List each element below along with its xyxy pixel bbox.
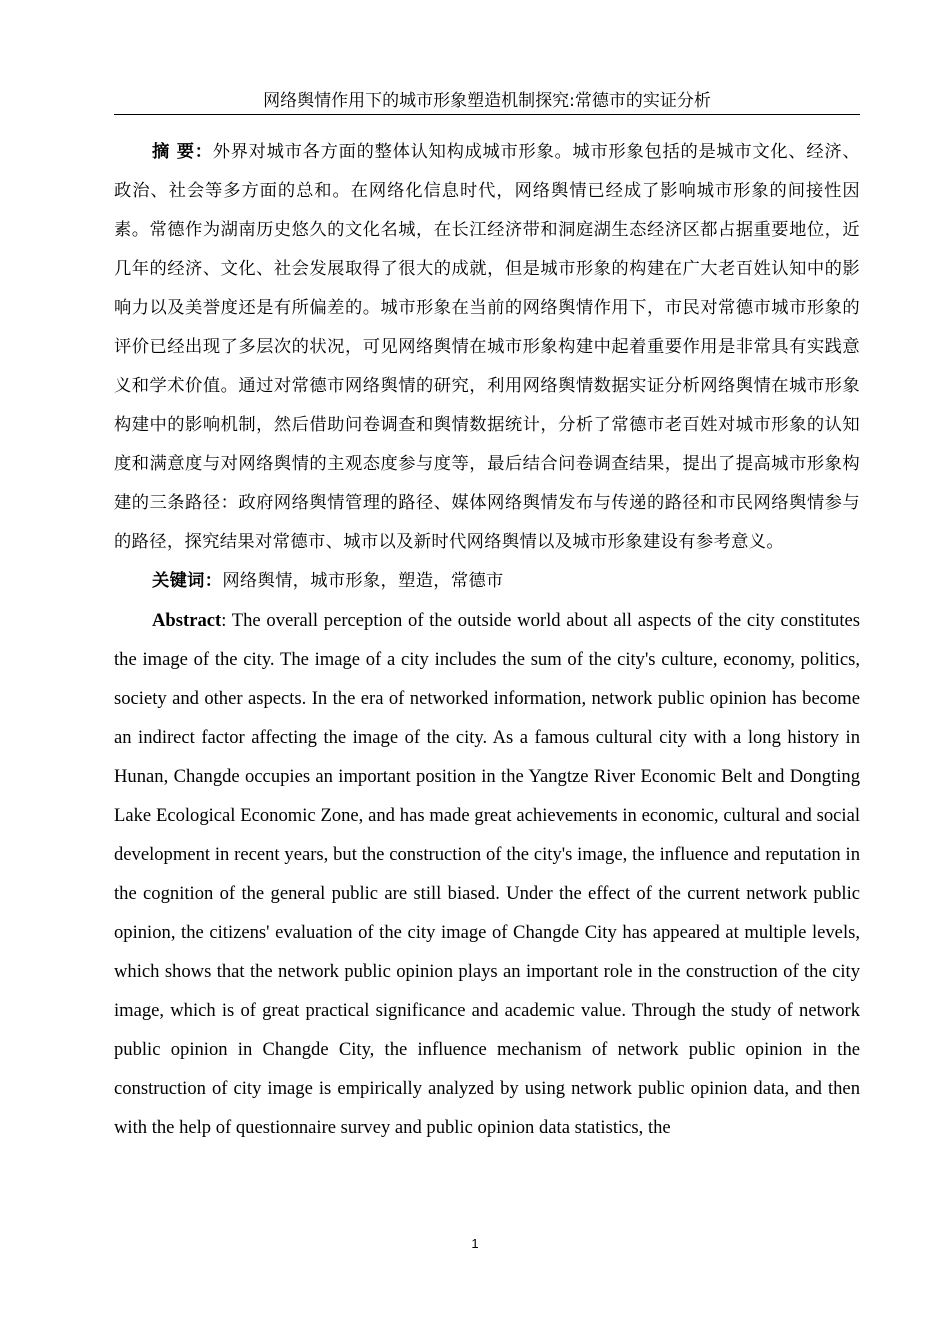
- english-abstract-label: Abstract: [152, 610, 222, 631]
- chinese-abstract-text: 外界对城市各方面的整体认知构成城市形象。城市形象包括的是城市文化、经济、政治、社会等多方面的总和。在网络化信息时代，网络舆情已经成了影响城市形象的间接性因素。常德作为湖南历史悠久的文化名城，在长江经济带和洞庭湖生态经济区都占据重要地位，近几年的经济、文化、社会发展取得了很大的成就，但是城市形象的构建在广大老百姓认知中的影响力以及美誉度还是有所偏差的。城市形象在当前的网络舆情作用下，市民对常德市城市形象的评价已经出现了多层次的状况，可见网络舆情在城市形象构建中起着重要作用是非常具有实践意义和学术价值。通过对常德市网络舆情的研究，利用网络舆情数据实证分析网络舆情在城市形象构建中的影响机制，然后借助问卷调查和舆情数据统计，分析了常德市老百姓对城市形象的认知度和满意度与对网络舆情的主观态度参与度等，最后结合问卷调查结果，提出了提高城市形象构建的三条路径：政府网络舆情管理的路径、媒体网络舆情发布与传递的路径和市民网络舆情参与的路径，探究结果对常德市、城市以及新时代网络舆情以及城市形象建设有参考意义。: [114, 142, 860, 552]
- chinese-keywords-label: 关键词：: [152, 571, 223, 591]
- page-number: 1: [471, 1236, 479, 1251]
- running-header-title: 网络舆情作用下的城市形象塑造机制探究:常德市的实证分析: [263, 91, 711, 111]
- page-content: [114, 133, 860, 1147]
- chinese-abstract: [114, 133, 860, 562]
- english-abstract-text: : The overall perception of the outside world about all aspects of the city constitutes the image of the city. The image of a city includes the sum of the city's culture, economy, politics, society and other aspects. In the era of networked information, network public opinion has become an indirect factor affecting the image of the city. As a famous cultural city with a long history in Hunan, Changde occupies an important position in the Yangtze River Economic Belt and Dongting Lake Ecological Economic Zone, and has made great achievements in economic, cultural and social development in recent years, but the construction of the city's image, the influence and reputation in the cognition of the general public are still biased. Under the effect of the current network public opinion, the citizens' evaluation of the city image of Changde City has appeared at multiple levels, which shows that the network public opinion plays an important role in the construction of the city image, which is of great practical significance and academic value. Through the study of network public opinion in Changde City, the influence mechanism of network public opinion in the construction of city image is empirically analyzed by using network public opinion data, and then with the help of questionnaire survey and public opinion data statistics, the: [114, 610, 860, 1138]
- english-abstract: [114, 601, 860, 1147]
- chinese-keywords-text: 网络舆情，城市形象，塑造，常德市: [222, 571, 504, 591]
- chinese-abstract-label: 摘 要：: [152, 142, 213, 162]
- chinese-keywords: [114, 562, 860, 601]
- header-rule: [114, 114, 860, 115]
